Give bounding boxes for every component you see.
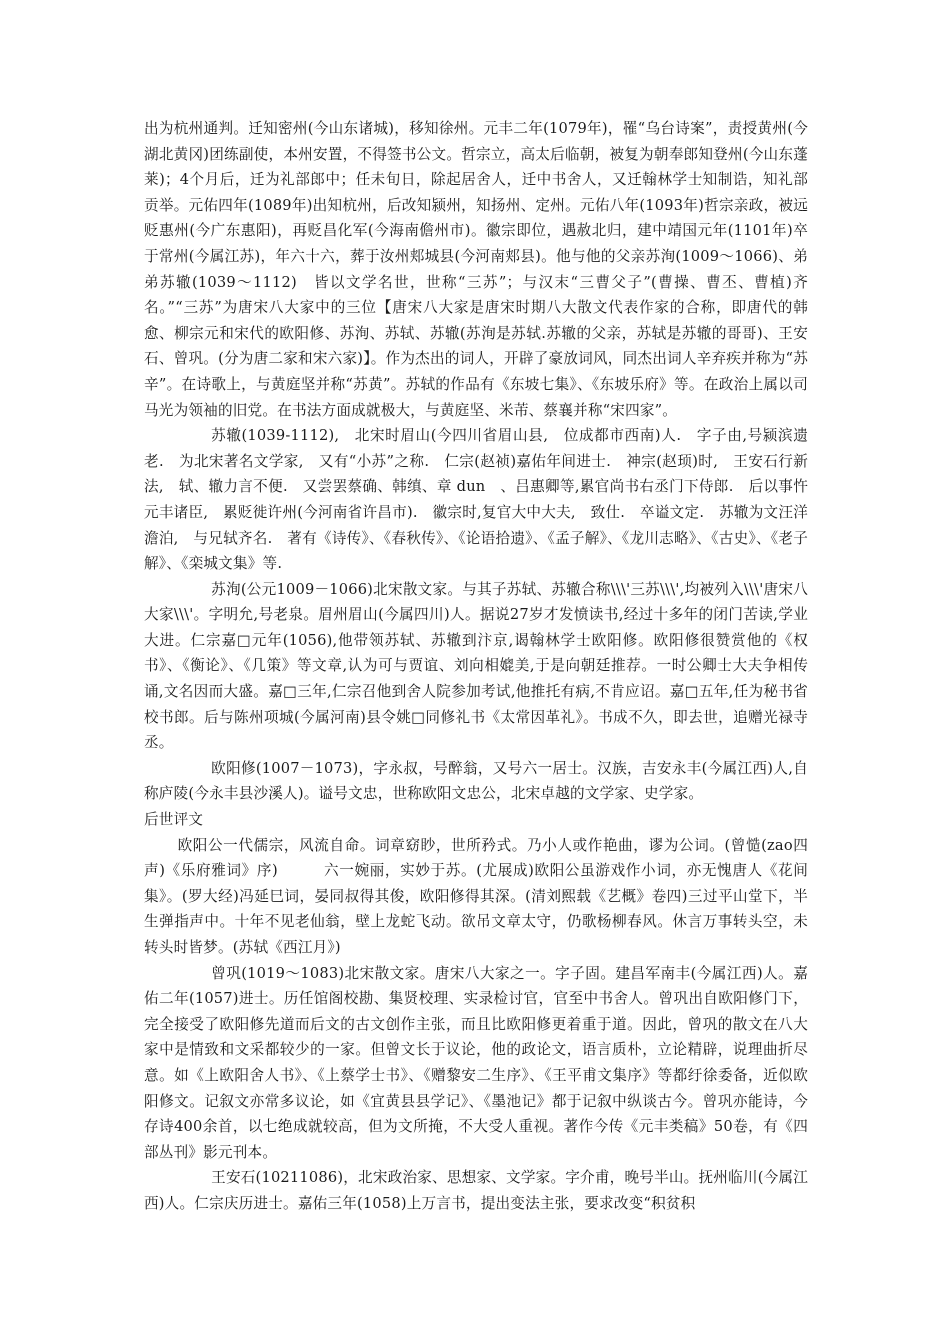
section-heading-later-comments: 后世评文 bbox=[144, 811, 204, 829]
paragraph-su-xun: 苏洵(公元1009－1066)北宋散文家。与其子苏轼、苏辙合称\\\'三苏\\\',均被列入\\\'唐宋八大家\\\'。字明允,号老泉。眉州眉山(今属四川)人。据说27岁才发愤读书,经过十多年的闭门苦读,学业大进。仁宗嘉□元年(1056),他带领苏轼、苏辙到汴京,谒翰林学士欧阳修。欧阳修很赞赏他的《权书》、《衡论》、《几策》等文章,认为可与贾谊、刘向相媲美,于是向朝廷推荐。一时公卿士大夫争相传诵,文名因而大盛。嘉□三年,仁宗召他到舍人院参加考试,他推托有病,不肯应诏。嘉□五年,任为秘书省校书郎。后与陈州项城(今属河南)县令姚□同修礼书《太常因革礼》。书成不久，即去世，追赠光禄寺丞。 bbox=[144, 580, 808, 752]
paragraph-su-shi-continued: 出为杭州通判。迁知密州(今山东诸城)，移知徐州。元丰二年(1079年)，罹“乌台诗案”，责授黄州(今湖北黄冈)团练副使，本州安置，不得签书公文。哲宗立，高太后临朝，被复为朝奉郎知登州(今山东蓬莱)；4个月后，迁为礼部郎中；任未旬日，除起居舍人，迁中书舍人，又迁翰林学士知制诰，知礼部贡举。元佑四年(1089年)出知杭州，后改知颍州，知扬州、定州。元佑八年(1093年)哲宗亲政，被远贬惠州(今广东惠阳)，再贬昌化军(今海南儋州市)。徽宗即位，遇赦北归，建中靖国元年(1101年)卒于常州(今属江苏)，年六十六，葬于汝州郏城县(今河南郏县)。他与他的父亲苏洵(1009～1066)、弟弟苏辙(1039～1112) 皆以文学名世，世称“三苏”；与汉末“三曹父子”(曹操、曹丕、曹植)齐名。”“三苏”为唐宋八大家中的三位【唐宋八大家是唐宋时期八大散文代表作家的合称，即唐代的韩愈、柳宗元和宋代的欧阳修、苏洵、苏轼、苏辙(苏洵是苏轼.苏辙的父亲，苏轼是苏辙的哥哥)、王安石、曾巩。(分为唐二家和宋六家)】。作为杰出的词人，开辟了豪放词风，同杰出词人辛弃疾并称为“苏辛”。在诗歌上，与黄庭坚并称“苏黄”。苏轼的作品有《东坡七集》、《东坡乐府》等。在政治上属以司马光为领袖的旧党。在书法方面成就极大，与黄庭坚、米芾、蔡襄并称“宋四家”。 bbox=[144, 120, 808, 419]
paragraph-zeng-gong: 曾巩(1019～1083)北宋散文家。唐宋八大家之一。字子固。建昌军南丰(今属江西)人。嘉佑二年(1057)进士。历任馆阁校勘、集贤校理、实录检讨官，官至中书舍人。曾巩出自欧阳修门下，完全接受了欧阳修先道而后文的古文创作主张，而且比欧阳修更着重于道。因此，曾巩的散文在八大家中是情致和文采都较少的一家。但曾文长于议论，他的政论文，语言质朴，立论精辟，说理曲折尽意。如《上欧阳舍人书》、《上蔡学士书》、《赠黎安二生序》、《王平甫文集序》等都纡徐委备，近似欧阳修文。记叙文亦常多议论，如《宜黄县县学记》、《墨池记》都于记叙中纵谈古今。曾巩亦能诗，今存诗400余首，以七绝成就较高，但为文所掩，不大受人重视。著作今传《元丰类稿》50卷，有《四部丛刊》影元刊本。 bbox=[144, 964, 808, 1161]
paragraph-su-zhe: 苏辙(1039-1112), 北宋时眉山(今四川省眉山县, 位成都市西南)人. 字子由,号颍滨遗老. 为北宋著名文学家, 又有“小苏”之称. 仁宗(赵祯)嘉佑年间进士. 神宗(赵顼)时, 王安石行新法, 轼、辙力言不便. 又尝罢蔡确、韩缜、章 dun 、吕惠卿等,累官尚书右丞门下侍郎. 后以事忤元丰诸臣, 累贬徙许州(今河南省许昌市). 徽宗时,复官大中大夫, 致仕. 卒谥文定. 苏辙为文汪洋澹泊, 与兄轼齐名. 著有《诗传》、《春秋传》、《论语拾遗》、《孟子解》、《龙川志略》、《古史》、《老子解》、《栾城文集》等. bbox=[144, 427, 808, 573]
paragraph-wang-anshi: 王安石(10211086)，北宋政治家、思想家、文学家。字介甫，晚号半山。抚州临川(今属江西)人。仁宗庆历进士。嘉佑三年(1058)上万言书，提出变法主张，要求改变“积贫积 bbox=[144, 1169, 808, 1212]
paragraph-ouyang-xiu: 欧阳修(1007－1073)，字永叔，号醉翁，又号六一居士。汉族，吉安永丰(今属江西)人,自称庐陵(今永丰县沙溪人)。谥号文忠，世称欧阳文忠公，北宋卓越的文学家、史学家。 bbox=[144, 759, 808, 803]
paragraph-later-comments: 欧阳公一代儒宗，风流自命。词章窈眇，世所矜式。乃小人或作艳曲，谬为公词。(曾慥(zao四声)《乐府雅词》序) 六一婉丽，实妙于苏。(尤展成)欧阳公虽游戏作小词，亦无愧唐人《花间集》。(罗大经)冯延巳词，晏同叔得其俊，欧阳修得其深。(清刘熙载《艺概》卷四)三过平山堂下，半生弹指声中。十年不见老仙翁，壁上龙蛇飞动。欲吊文章太守，仍歌杨柳春风。休言万事转头空，未转头时皆梦。(苏轼《西江月》) bbox=[144, 836, 808, 956]
document-body bbox=[144, 116, 808, 1217]
